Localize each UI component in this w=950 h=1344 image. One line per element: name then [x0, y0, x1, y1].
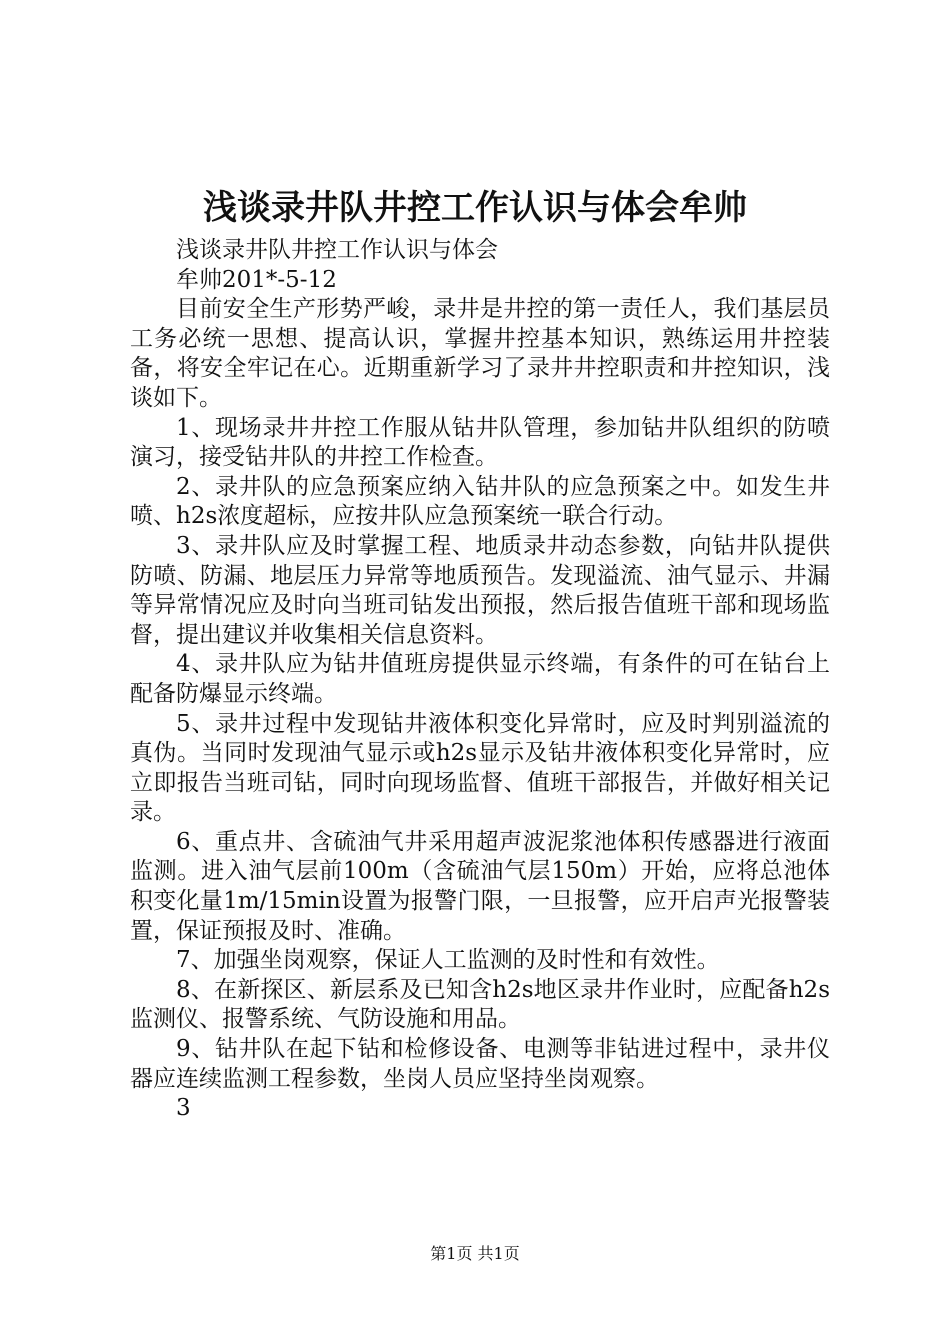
- subtitle-paragraph: 浅谈录井队井控工作认识与体会: [176, 237, 498, 263]
- item-paragraph-3: 3、录井队应及时掌握工程、地质录井动态参数，向钻井队提供防喷、防漏、地层压力异常等地质预告。发现溢流、油气显示、井漏等异常情况应及时向当班司钻发出预报，然后报告值班干部和现场监督，提出建议并收集相关信息资料。: [130, 532, 830, 648]
- author-date-paragraph: 牟帅201*-5-12: [176, 266, 337, 293]
- intro-paragraph: 目前安全生产形势严峻，录井是井控的第一责任人，我们基层员工务必统一思想、提高认识，掌握井控基本知识，熟练运用井控装备，将安全牢记在心。近期重新学习了录井井控职责和井控知识，浅谈如下。: [130, 296, 830, 411]
- item-paragraph-fragment: 3: [176, 1095, 191, 1122]
- item-paragraph-5: 5、录井过程中发现钻井液体积变化异常时，应及时判别溢流的真伪。当同时发现油气显示或h2s显示及钻井液体积变化异常时，应立即报告当班司钻，同时向现场监督、值班干部报告，并做好相关记录。: [130, 710, 830, 826]
- item-paragraph-6: 6、重点井、含硫油气井采用超声波泥浆池体积传感器进行液面监测。进入油气层前100m（含硫油气层150m）开始，应将总池体积变化量1m/15min设置为报警门限，一旦报警，应开启声光报警装置，保证预报及时、准确。: [130, 828, 830, 944]
- item-paragraph-1: 1、现场录井井控工作服从钻井队管理，参加钻井队组织的防喷演习，接受钻井队的井控工作检查。: [130, 414, 830, 471]
- document-body: [130, 236, 830, 1124]
- item-paragraph-7: 7、加强坐岗观察，保证人工监测的及时性和有效性。: [176, 947, 720, 974]
- item-paragraph-8: 8、在新探区、新层系及已知含h2s地区录井作业时，应配备h2s监测仪、报警系统、气防设施和用品。: [130, 976, 830, 1033]
- item-paragraph-2: 2、录井队的应急预案应纳入钻井队的应急预案之中。如发生井喷、h2s浓度超标，应按井队应急预案统一联合行动。: [130, 473, 830, 530]
- document-title: 浅谈录井队井控工作认识与体会牟帅: [203, 188, 747, 228]
- item-paragraph-4: 4、录井队应为钻井值班房提供显示终端，有条件的可在钻台上配备防爆显示终端。: [130, 651, 830, 707]
- page-footer: 第1页 共1页: [430, 1244, 520, 1263]
- item-paragraph-9: 9、钻井队在起下钻和检修设备、电测等非钻进过程中，录井仪器应连续监测工程参数，坐岗人员应坚持坐岗观察。: [130, 1036, 830, 1092]
